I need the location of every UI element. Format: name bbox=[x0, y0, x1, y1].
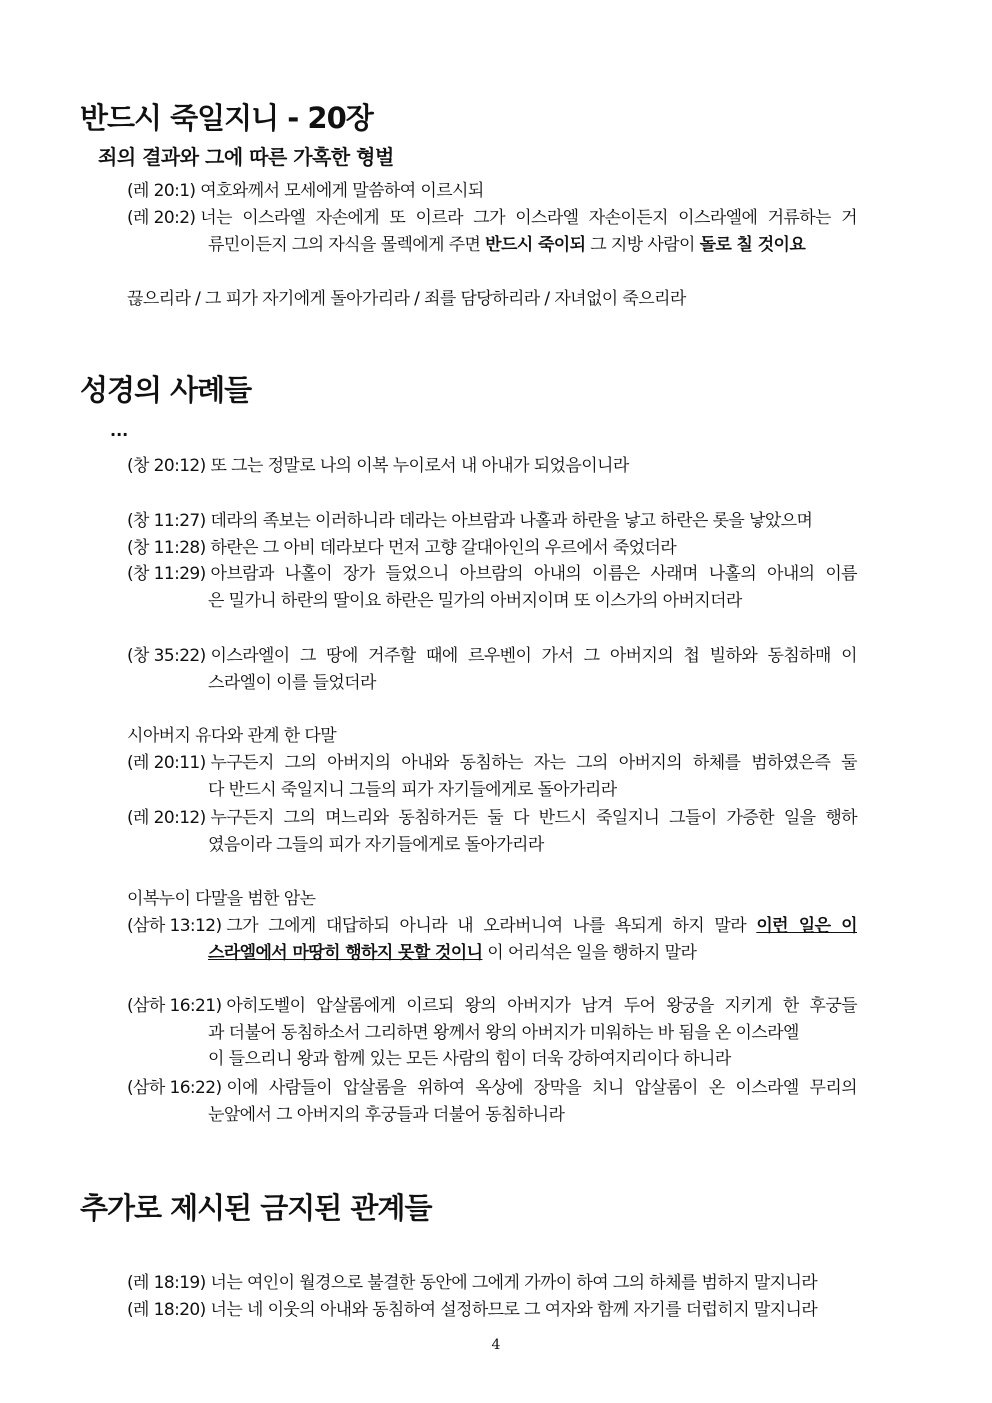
verse-text: 하란은 그 아비 데라보다 먼저 고향 갈대아인의 우르에서 죽었더라 bbox=[210, 538, 677, 558]
verse-text: 류민이든지 그의 자식을 몰렉에게 주면 bbox=[208, 234, 486, 255]
verse-text: 이 어리석은 일을 행하지 말라 bbox=[482, 942, 697, 963]
section-title-2: 성경의 사례들 bbox=[80, 373, 252, 407]
verse-ref: (창 20:12) bbox=[127, 456, 206, 476]
verse-text: 이스라엘이 그 땅에 거주할 때에 르우벤이 가서 그 아버지의 첩 빌하와 동침하매 이 bbox=[210, 646, 857, 666]
verse-continuation bbox=[127, 232, 857, 259]
verse-gen-11-28 bbox=[127, 535, 857, 562]
verse-gen-20-12 bbox=[127, 453, 857, 480]
verse-ref: (삼하 16:22) bbox=[127, 1078, 222, 1098]
verse-continuation: 다 반드시 죽일지니 그들의 피가 자기들에게로 돌아가리라 bbox=[208, 779, 617, 800]
verse-lev-20-2 bbox=[127, 205, 857, 258]
emphasis-text: 이런 일은 이 bbox=[756, 916, 858, 936]
verse-text: 아브람과 나홀이 장가 들었으니 아브람의 아내의 이름은 사래며 나홀의 아내의 이름 bbox=[210, 564, 857, 584]
verse-gen-35-22 bbox=[127, 643, 857, 696]
note-tamar-judah: 시아버지 유다와 관계 한 다말 bbox=[127, 726, 337, 746]
verse-text: 너는 네 이웃의 아내와 동침하여 설정하므로 그 여자와 함께 자기를 더럽히지 말지니라 bbox=[210, 1300, 818, 1320]
verse-text: 여호와께서 모세에게 말씀하여 이르시되 bbox=[200, 181, 484, 201]
summary-line: 끊으리라 / 그 피가 자기에게 돌아가리라 / 죄를 담당하리라 / 자녀없이 죽으리라 bbox=[127, 289, 686, 309]
verse-text bbox=[226, 913, 857, 940]
verse-2sam-16-22 bbox=[127, 1075, 857, 1128]
page-number: 4 bbox=[491, 1337, 501, 1353]
verse-continuation: 은 밀가니 하란의 딸이요 하란은 밀가의 아버지이며 또 이스가의 아버지더라 bbox=[208, 590, 742, 611]
verse-ref: (레 18:19) bbox=[127, 1273, 206, 1293]
verse-text: 데라의 족보는 이러하니라 데라는 아브람과 나홀과 하란을 낳고 하란은 롯을 낳았으며 bbox=[210, 511, 813, 531]
verse-continuation: 눈앞에서 그 아버지의 후궁들과 더불어 동침하니라 bbox=[208, 1104, 565, 1125]
verse-text: 누구든지 그의 아버지의 아내와 동침하는 자는 그의 아버지의 하체를 범하였은즉 둘 bbox=[210, 753, 857, 773]
verse-text: 그 지방 사람이 bbox=[585, 234, 700, 255]
verse-ref: (창 35:22) bbox=[127, 646, 206, 666]
verse-gen-11-29 bbox=[127, 561, 857, 614]
verse-lev-20-1 bbox=[127, 178, 857, 205]
verse-continuation bbox=[127, 940, 857, 967]
emphasis-text: 돌로 칠 것이요 bbox=[699, 234, 806, 255]
verse-text: 아히도벨이 압살롬에게 이르되 왕의 아버지가 남겨 두어 왕궁을 지키게 한 후궁들 bbox=[226, 996, 857, 1016]
verse-ref: (레 18:20) bbox=[127, 1300, 206, 1320]
verse-gen-11-27 bbox=[127, 508, 857, 535]
verse-ref: (창 11:28) bbox=[127, 538, 206, 558]
verse-continuation: 이 들으리니 왕과 함께 있는 모든 사람의 힘이 더욱 강하여지리이다 하니라 bbox=[208, 1049, 731, 1069]
verse-ref: (창 11:27) bbox=[127, 511, 206, 531]
verse-ref: (레 20:12) bbox=[127, 808, 206, 828]
verse-2sam-16-21 bbox=[127, 993, 857, 1073]
section-title-1: 반드시 죽일지니 - 20장 bbox=[80, 101, 373, 135]
verse-lev-18-19 bbox=[127, 1270, 857, 1297]
verse-text: 너는 여인이 월경으로 불결한 동안에 그에게 가까이 하여 그의 하체를 범하지 말지니라 bbox=[210, 1273, 818, 1293]
verse-ref: (삼하 16:21) bbox=[127, 996, 222, 1016]
verse-text-part: 그가 그에게 대답하되 아니라 내 오라버니여 나를 욕되게 하지 말라 bbox=[226, 916, 757, 936]
verse-ref: (삼하 13:12) bbox=[127, 916, 222, 936]
verse-ref: (레 20:1) bbox=[127, 181, 196, 201]
verse-2sam-13-12 bbox=[127, 913, 857, 966]
verse-continuation: 였음이라 그들의 피가 자기들에게로 돌아가리라 bbox=[208, 834, 544, 855]
verse-ref: (레 20:2) bbox=[127, 208, 196, 228]
section-subtitle-1: 죄의 결과와 그에 따른 가혹한 형벌 bbox=[98, 145, 394, 169]
verse-text: 이에 사람들이 압살롬을 위하여 옥상에 장막을 치니 압살롬이 온 이스라엘 무리의 bbox=[226, 1078, 857, 1098]
verse-ref: (창 11:29) bbox=[127, 564, 206, 584]
section-title-3: 추가로 제시된 금지된 관계들 bbox=[80, 1191, 432, 1225]
verse-continuation: 과 더불어 동침하소서 그리하면 왕께서 왕의 아버지가 미워하는 바 됨을 온 이스라엘 bbox=[208, 1022, 799, 1043]
verse-text: 너는 이스라엘 자손에게 또 이르라 그가 이스라엘 자손이든지 이스라엘에 거류하는 거 bbox=[200, 208, 857, 228]
verse-lev-20-12 bbox=[127, 805, 857, 858]
emphasis-text: 스라엘에서 마땅히 행하지 못할 것이니 bbox=[208, 942, 483, 963]
note-amnon-tamar: 이복누이 다말을 범한 암논 bbox=[127, 889, 316, 909]
verse-continuation: 스라엘이 이를 들었더라 bbox=[208, 672, 376, 693]
ellipsis: ... bbox=[110, 421, 129, 440]
verse-text: 누구든지 그의 며느리와 동침하거든 둘 다 반드시 죽일지니 그들이 가증한 일을 행하 bbox=[210, 808, 857, 828]
verse-text: 또 그는 정말로 나의 이복 누이로서 내 아내가 되었음이니라 bbox=[210, 456, 629, 476]
verse-lev-20-11 bbox=[127, 750, 857, 803]
verse-ref: (레 20:11) bbox=[127, 753, 206, 773]
verse-lev-18-20 bbox=[127, 1297, 857, 1324]
emphasis-text: 반드시 죽이되 bbox=[485, 234, 586, 255]
